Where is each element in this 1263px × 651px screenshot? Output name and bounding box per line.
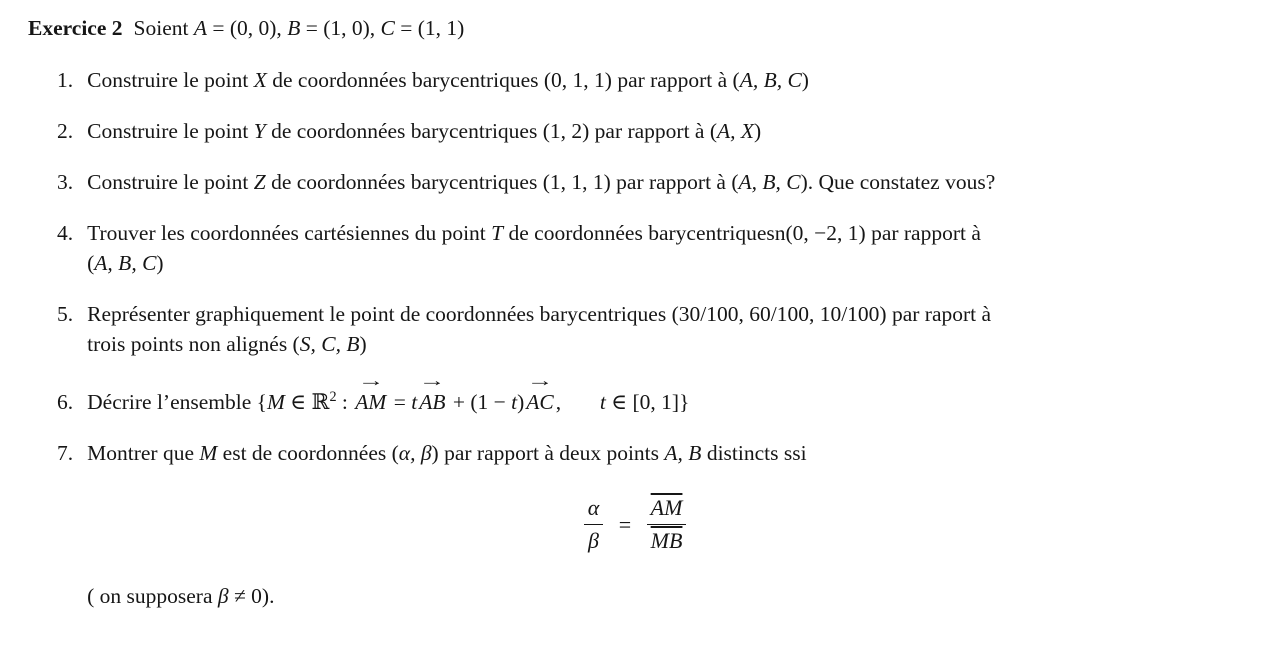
fraction-denominator-beta: β bbox=[587, 528, 599, 553]
list-item-3 bbox=[0, 167, 1263, 197]
item-number: 1. bbox=[57, 68, 74, 92]
list-item-1 bbox=[0, 65, 1263, 95]
fraction-denominator-MB: MB bbox=[650, 528, 683, 553]
item-number: 7. bbox=[57, 441, 74, 465]
item-text: Construire le point X de coordonnées barycentriques (0, 1, 1) par rapport à (A, B, C) bbox=[87, 68, 809, 92]
item-text: Trouver les coordonnées cartésiennes du point T de coordonnées barycentriquesn(0, −2, 1) par rapport à (A, B, C) bbox=[87, 221, 981, 275]
fraction-numerator-AM: $\overline{AM}$ bbox=[647, 494, 687, 525]
exercise-title bbox=[28, 13, 1263, 43]
item-number: 6. bbox=[57, 390, 74, 414]
item-number: 5. bbox=[57, 302, 74, 326]
barycentric-ratio-formula bbox=[87, 494, 1183, 555]
left-fraction bbox=[584, 494, 604, 555]
item-text bbox=[87, 438, 1223, 611]
list-item-5 bbox=[0, 299, 1263, 359]
list-item-2 bbox=[0, 116, 1263, 146]
exercise-title-label: Exercice 2 bbox=[28, 16, 123, 40]
exercise-title-statement: Soient A = (0, 0), B = (1, 0), C = (1, 1) bbox=[133, 16, 465, 40]
item-text: Représenter graphiquement le point de coordonnées barycentriques (30/100, 60/100, 10/100) par raport à trois points non alignés (S, C, B) bbox=[87, 302, 992, 356]
closing-remark: ( on supposera β ≠ 0). bbox=[87, 584, 275, 608]
list-item-6 bbox=[0, 387, 1263, 417]
item-text-line: Montrer que M est de coordonnées (α, β) par rapport à deux points A, B distincts ssi bbox=[87, 441, 807, 465]
equals-sign: = bbox=[618, 511, 632, 537]
exercise-list bbox=[0, 65, 1263, 611]
item-text: Décrire l’ensemble {M ∈ ℝ$^2$ : → AM = t→ AB + (1 − t)→ AC, t ∈ [0, 1]} bbox=[87, 387, 1223, 417]
item-number: 4. bbox=[57, 221, 74, 245]
list-item-7 bbox=[0, 438, 1263, 611]
item-text: Construire le point Y de coordonnées barycentriques (1, 2) par rapport à (A, X) bbox=[87, 119, 762, 143]
item-number: 2. bbox=[57, 119, 74, 143]
right-fraction bbox=[647, 494, 687, 555]
item-number: 3. bbox=[57, 170, 74, 194]
list-item-4 bbox=[0, 218, 1263, 278]
item-text: Construire le point Z de coordonnées barycentriques (1, 1, 1) par rapport à (A, B, C). Que constatez vous? bbox=[87, 170, 996, 194]
fraction-numerator-alpha: α bbox=[584, 494, 604, 525]
